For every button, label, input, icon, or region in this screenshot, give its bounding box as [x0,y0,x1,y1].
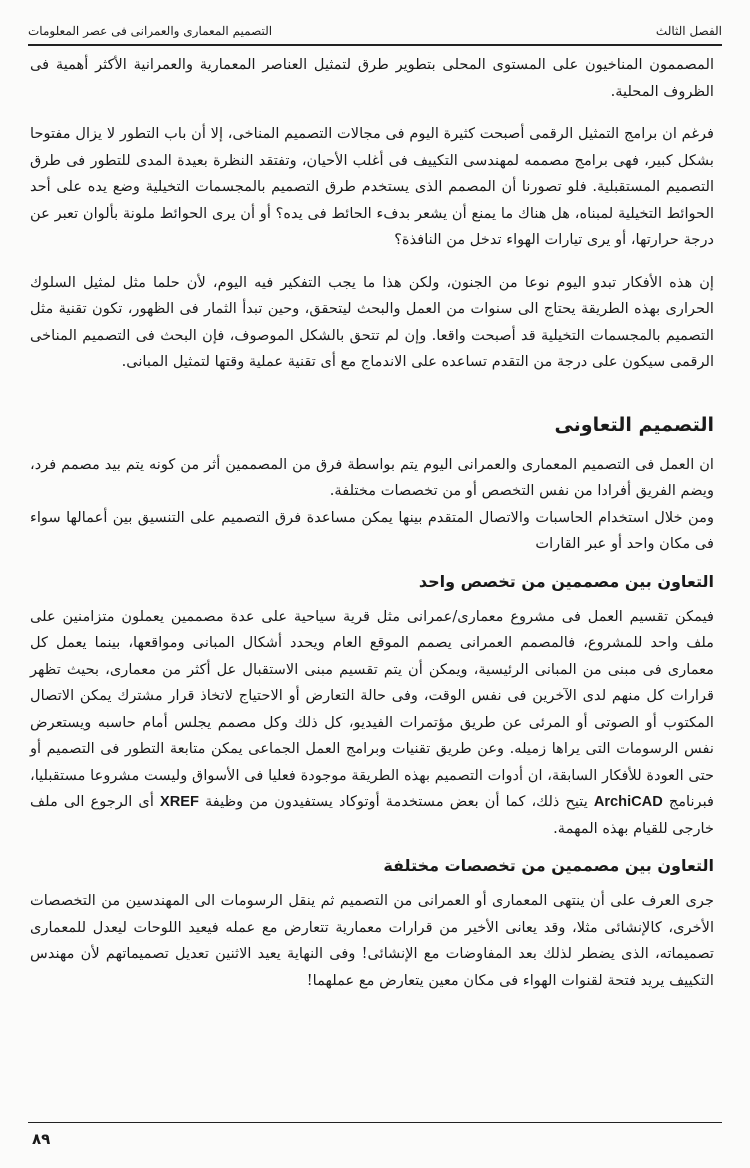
book-title: التصميم المعمارى والعمرانى فى عصر المعلومات [28,24,273,38]
subsection-heading: التعاون بين مصممين من تخصصات مختلفة [383,856,714,875]
paragraph: ان العمل فى التصميم المعمارى والعمرانى اليوم يتم بواسطة فرق من المصممين أثر من كونه يتم بيد مصمم فرد، ويضم الفريق أفرادا من نفس التخصص أو من تخصصات مختلفة. [30,455,714,499]
paragraph-text: يتيح ذلك، كما أن بعض مستخدمة أوتوكاد يستفيدون من وظيفة [204,793,588,810]
paragraph-text: أى الرجوع الى ملف خارجى للقيام بهذه المهمة. [30,793,714,837]
running-header [28,8,722,46]
paragraph: إن هذه الأفكار تبدو اليوم نوعا من الجنون، ولكن هذا ما يجب التفكير فيه اليوم، لأن حلما مثل لمثيل السلوك الحرارى بهذه الطريقة يحتاج الى سنوات من العمل والبحث ليتحقق، وحين تبدأ الثمار فى الظهور، تكون تقنية مثل التصميم بالمجسمات التخيلية قد أصبحت واقعا. وإن لم تتحق بالشكل الموصوف، فإن البحث فى التصميم المناخى الرقمى سيكون على درجة من التقدم تساعده على الاندماج مع أى تقنية عملية وقتها لتمثيل المبانى. [30,273,714,370]
page-body [30,52,714,994]
archicad-term: ArchiCAD [593,794,663,810]
footer-rule [28,1122,722,1123]
paragraph: جرى العرف على أن ينتهى المعمارى أو العمرانى من التصميم ثم ينقل الرسومات الى المهندسين من التخصصات الأخرى، كالإنشائى مثلا، وقد يعانى الأخير من قرارات معمارية تتعارض مع عمله فيعيد اللوحات ليعدل للمعمارى تصميماته، الذى يضطر لذلك بعد المفاوضات مع الإنشائى! وفى النهاية يعيد الاثنين تعديل تصميماتهم لأن مهندس التكييف يريد فتحة لقنوات الهواء فى مكان معين يتعارض مع عملهما! [30,892,714,989]
chapter-label: الفصل الثالث [655,24,722,38]
xref-term: XREF [159,794,199,810]
page-number: ٨٩ [32,1130,51,1148]
paragraph: ومن خلال استخدام الحاسبات والاتصال المتقدم بينها يمكن مساعدة فرق التصميم على التنسيق بين أعمالها سواء فى مكان واحد أو عبر القارات [30,508,714,552]
section-heading: التصميم التعاونى [554,413,714,436]
paragraph: المصممون المناخيون على المستوى المحلى بتطوير طرق لتمثيل العناصر المعمارية والعمرانية الأكثر أهمية فى الظروف المحلية. [30,56,714,100]
paragraph [30,604,714,843]
paragraph: فرغم ان برامج التمثيل الرقمى أصبحت كثيرة اليوم فى مجالات التصميم المناخى، إلا أن باب التطور لا يزال مفتوحا بشكل كبير، فهى برامج مصممه لمهندسى التكييف فى أغلب الأحيان، وتفتقد النظرة بعيدة المدى للتطور فى طرق التصميم المستقبلية. فلو تصورنا أن المصمم الذى يستخدم طرق التصميم بالمجسمات التخيلية وضع يده على أحد الحوائط التخيلية لمبناه، هل هناك ما يمنع أن يشعر بدفء الحائط فى يده؟ أو أن يرى الحوائط ملونة بألوان تعبر عن درجة حرارتها، أو يرى تيارات الهواء تدخل من النافذة؟ [30,125,714,248]
paragraph-text: فيمكن تقسيم العمل فى مشروع معمارى/عمرانى مثل قرية سياحية على عدة مصممين يعملون متزامنين على ملف واحد للمشروع، فالمصمم العمرانى يصمم الموقع العام ويحدد أشكال المبانى ومواقعها، بينما يعمل كل معمارى فى مبنى من المبانى الرئيسية، ويمكن أن يتم تقسيم مبنى الاستقبال عل أكثر من معمارى، بحيث تظهر قرارات كل منهم لدى الآخرين فى نفس الوقت، وفى حالة التعارض أو الاحتياج لاتخاذ قرار مشترك يمكن الاتصال المكتوب أو الصوتى أو المرئى عن طريق مؤتمرات الفيديو، كل ذلك وكل مصمم يجلس أمام حاسبه ويستعرض نفس الرسومات التى يراها زميله. وعن طريق تقنيات وبرامج العمل الجماعى يمكن متابعة التطور فى التصميم أو حتى العودة للأفكار السابقة، ان أدوات التصميم بهذه الطريقة موجودة فعليا فى الأسواق وليست مشروعا مستقبليا، فبرنامج [30,607,714,810]
subsection-heading: التعاون بين مصممين من تخصص واحد [418,571,714,591]
